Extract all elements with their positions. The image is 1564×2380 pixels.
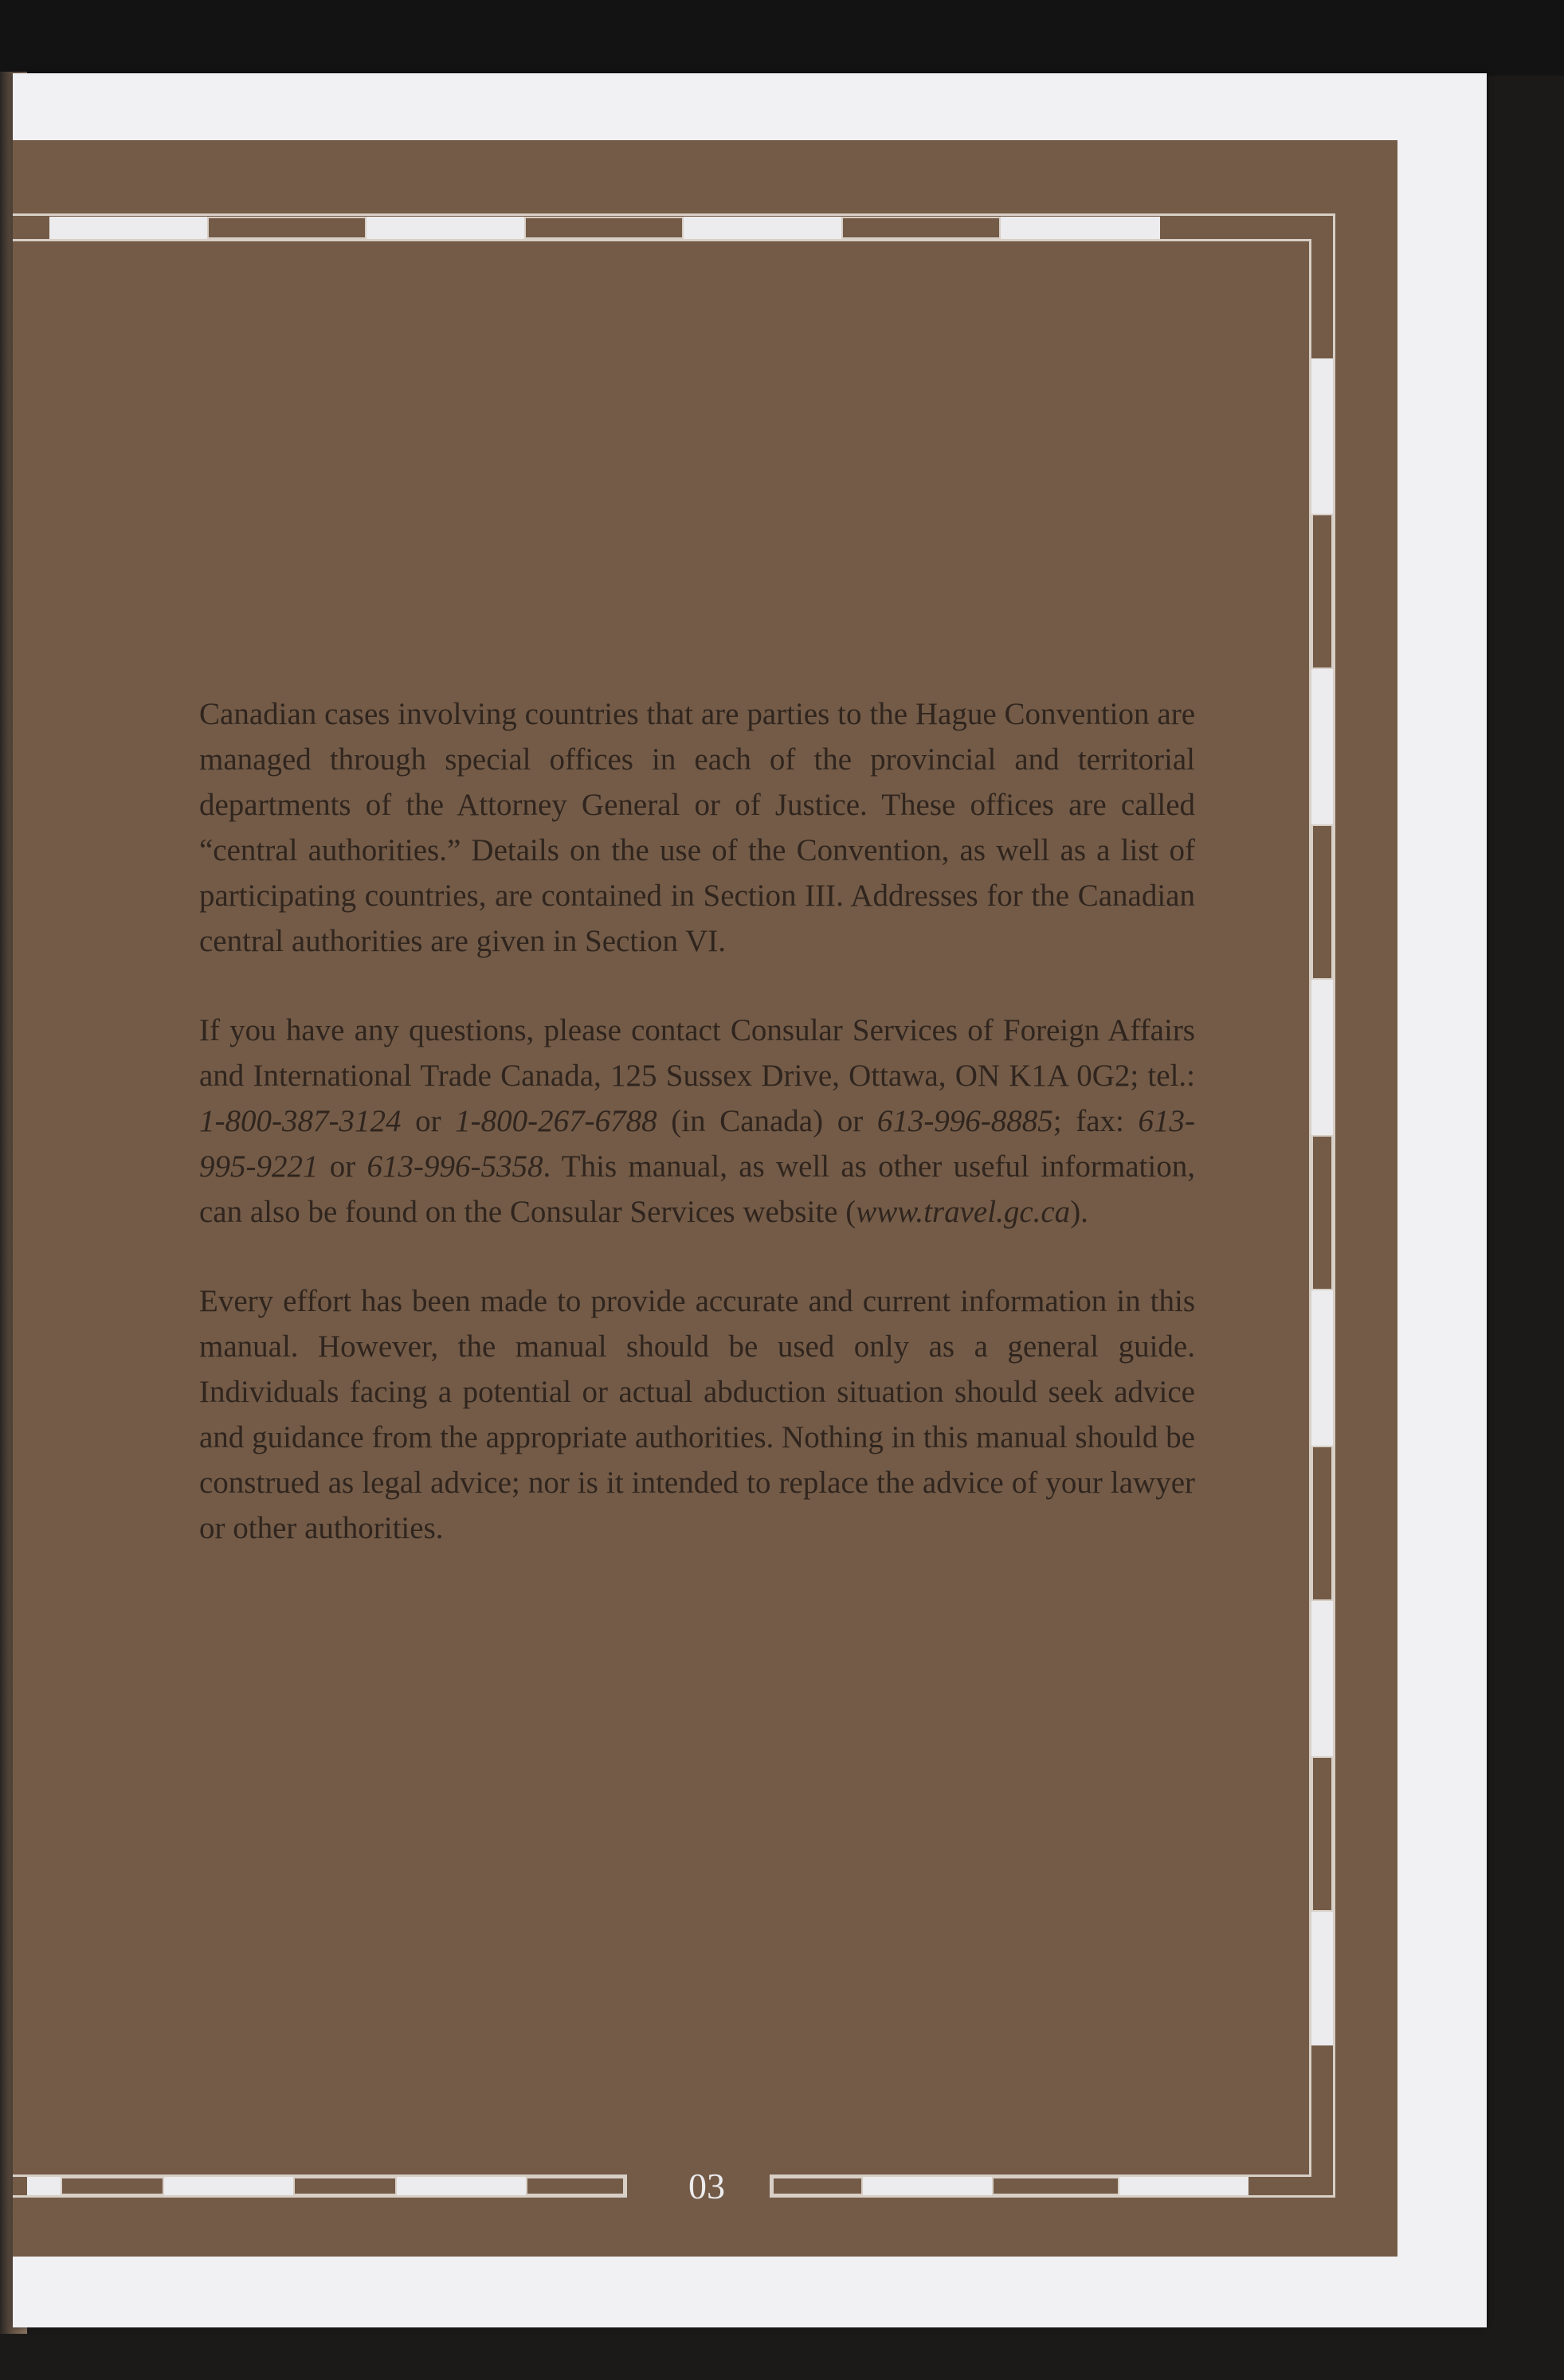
frame-dash xyxy=(49,217,207,239)
frame-rule-right-outer xyxy=(1333,213,1335,2197)
frame-rule-bottom-right-outer xyxy=(770,2195,1335,2198)
contact-text: ). xyxy=(1070,1195,1088,1229)
frame-dash-outline xyxy=(524,217,684,239)
contact-text: If you have any questions, please contact Consular Services of Foreign Affairs and International Trade Canada, 125 Sussex Drive, Ottawa, ON K1A 0G2; tel.: xyxy=(199,1013,1195,1093)
fax-number: 613-995-9221 xyxy=(199,1104,1195,1184)
frame-dash-outline xyxy=(772,2177,863,2195)
paragraph-disclaimer: Every effort has been made to provide accurate and current information in this manual. However, the manual should be used only as a general guide. Individuals facing a potential or actual abduction situation should seek advice and guidance from the appropriate authorities. Nothing in this manual should be construed as legal advice; nor is it intended to replace the advice of your lawyer or other authorities. xyxy=(199,1284,1195,1545)
frame-dash xyxy=(1311,1601,1333,1756)
frame-dash-outline xyxy=(207,217,367,239)
phone-number: 1-800-267-6788 xyxy=(455,1104,657,1138)
scan-background xyxy=(0,0,1564,76)
paragraph-hague-convention: Canadian cases involving countries that are parties to the Hague Convention are managed through special offices in each of the provincial and territorial departments of the Attorney General or of Justice. These offices are called “central authorities.” Details on the use of the Convention, as well as a list of participating countries, are contained in Section III. Addresses for the Canadian central authorities are given in Section VI. xyxy=(199,697,1195,958)
frame-dash xyxy=(397,2177,526,2195)
frame-dash xyxy=(1119,2177,1248,2195)
page-number: 03 xyxy=(688,2166,725,2206)
frame-dash-outline xyxy=(1311,514,1333,669)
frame-dash xyxy=(27,2177,61,2195)
frame-dash-outline xyxy=(1311,1756,1333,1912)
frame-dash-outline xyxy=(1311,1446,1333,1601)
phone-number: 613-996-8885 xyxy=(876,1104,1053,1138)
frame-dash xyxy=(1311,669,1333,824)
fax-number: 613-996-5358 xyxy=(367,1149,543,1184)
website-link[interactable]: www.travel.gc.ca xyxy=(856,1195,1071,1229)
frame-dash-outline xyxy=(1311,824,1333,980)
body-text xyxy=(199,691,1195,1595)
frame-dash-outline xyxy=(61,2177,164,2195)
paragraph-contact-info xyxy=(199,1008,1195,1235)
contact-text: . This manual, as well as other useful information, can also be found on the Consular Services website ( xyxy=(199,1149,1195,1229)
frame-dash xyxy=(684,217,841,239)
contact-text: (in Canada) or xyxy=(657,1104,877,1138)
contact-text: or xyxy=(401,1104,456,1138)
contact-text: or xyxy=(318,1149,367,1184)
frame-dash xyxy=(863,2177,992,2195)
frame-dash xyxy=(367,217,524,239)
frame-rule-bottom-left-end xyxy=(625,2174,627,2198)
phone-number: 1-800-387-3124 xyxy=(199,1104,402,1138)
frame-rule-bottom-left-outer xyxy=(13,2195,626,2198)
frame-rule-top-outer xyxy=(13,213,1335,216)
frame-dash-outline xyxy=(992,2177,1119,2195)
frame-dash xyxy=(164,2177,293,2195)
frame-dash xyxy=(1001,217,1160,239)
frame-dash-outline xyxy=(293,2177,397,2195)
frame-dash xyxy=(1311,1912,1333,2045)
frame-dash-outline xyxy=(526,2177,625,2195)
frame-dash xyxy=(1311,358,1333,514)
frame-dash-outline xyxy=(1311,1135,1333,1290)
frame-dash-outline xyxy=(841,217,1001,239)
frame-dash xyxy=(1311,980,1333,1135)
frame-dash xyxy=(1311,1290,1333,1446)
frame-rule-top-inner xyxy=(13,239,1311,241)
contact-text: ; fax: xyxy=(1052,1104,1139,1138)
